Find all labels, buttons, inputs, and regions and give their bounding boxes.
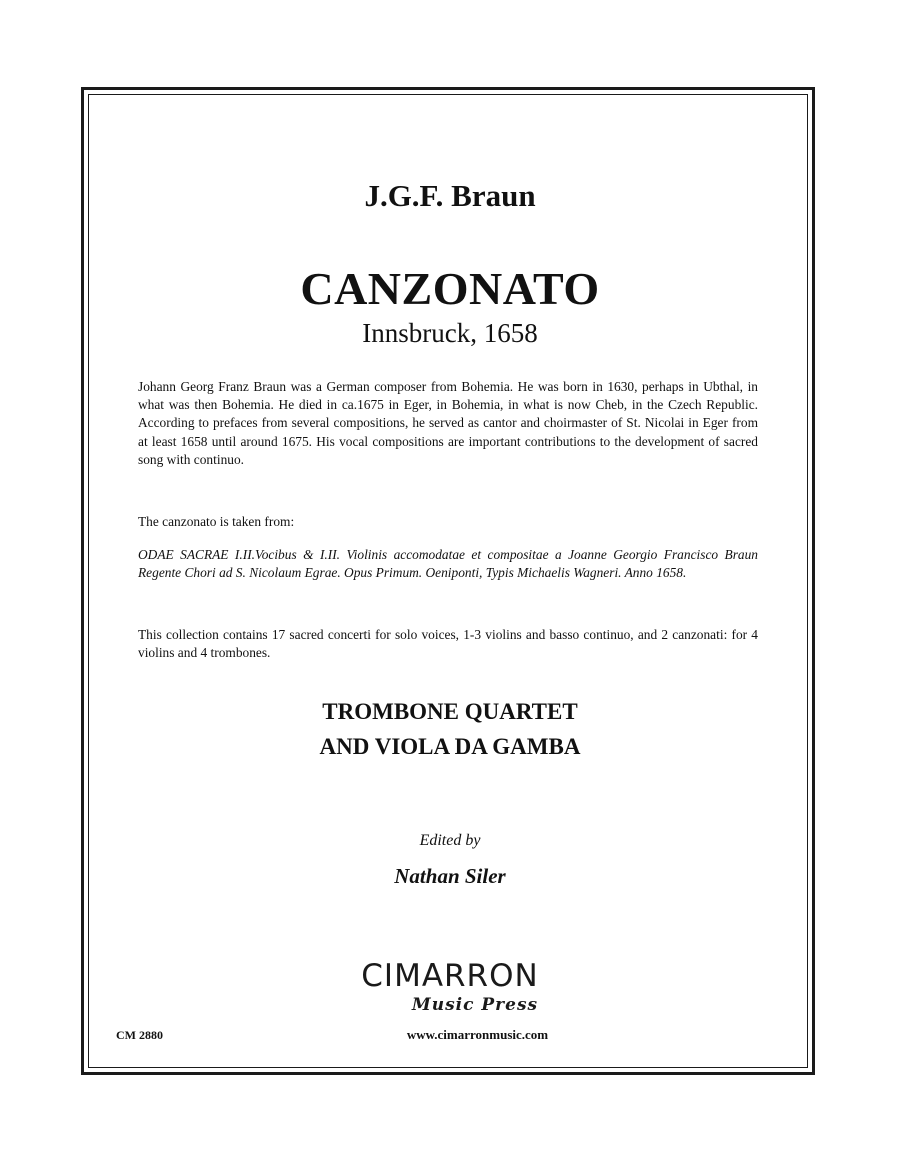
instrumentation-line-1: TROMBONE QUARTET xyxy=(322,699,578,724)
collection-description: This collection contains 17 sacred concerti for solo voices, 1-3 violins and basso continuo, and 2 canzonati: for 4 violins and 4 trombones. xyxy=(138,627,758,661)
instrumentation-line-2: AND VIOLA DA GAMBA xyxy=(319,734,581,759)
work-subtitle: Innsbruck, 1658 xyxy=(362,318,538,348)
publisher-logo-name: CIMARRON xyxy=(361,958,539,994)
catalog-number: CM 2880 xyxy=(116,1028,163,1042)
composer-biography: Johann Georg Franz Braun was a German composer from Bohemia. He was born in 1630, perhaps in Ubthal, in what was then Bohemia. He died in ca.1675 in Eger, in Bohemia, in what is now Cheb, in the Czech Republic. According to prefaces from several compositions, he served as cantor and choirmaster of St. Nicolai in Eger from at least 1658 until around 1675. His vocal compositions are important contributions to the development of sacred song with continuo. xyxy=(138,379,758,467)
source-citation: ODAE SACRAE I.II.Vocibus & I.II. Violinis accomodatae et compositae a Joanne Georgio Francisco Braun Regente Chori ad S. Nicolaum Egrae. Opus Primum. Oeniponti, Typis Michaelis Wagneri. Anno 1658. xyxy=(138,547,758,581)
instrumentation xyxy=(0,694,900,764)
composer-name: J.G.F. Braun xyxy=(364,178,536,213)
publisher-website: www.cimarronmusic.com xyxy=(406,1027,549,1042)
editor-name: Nathan Siler xyxy=(394,864,506,888)
publisher-logo-tagline: Music Press xyxy=(411,995,539,1015)
source-intro: The canzonato is taken from: xyxy=(138,514,295,529)
edited-by-label: Edited by xyxy=(419,832,481,849)
work-title: CANZONATO xyxy=(300,263,600,314)
